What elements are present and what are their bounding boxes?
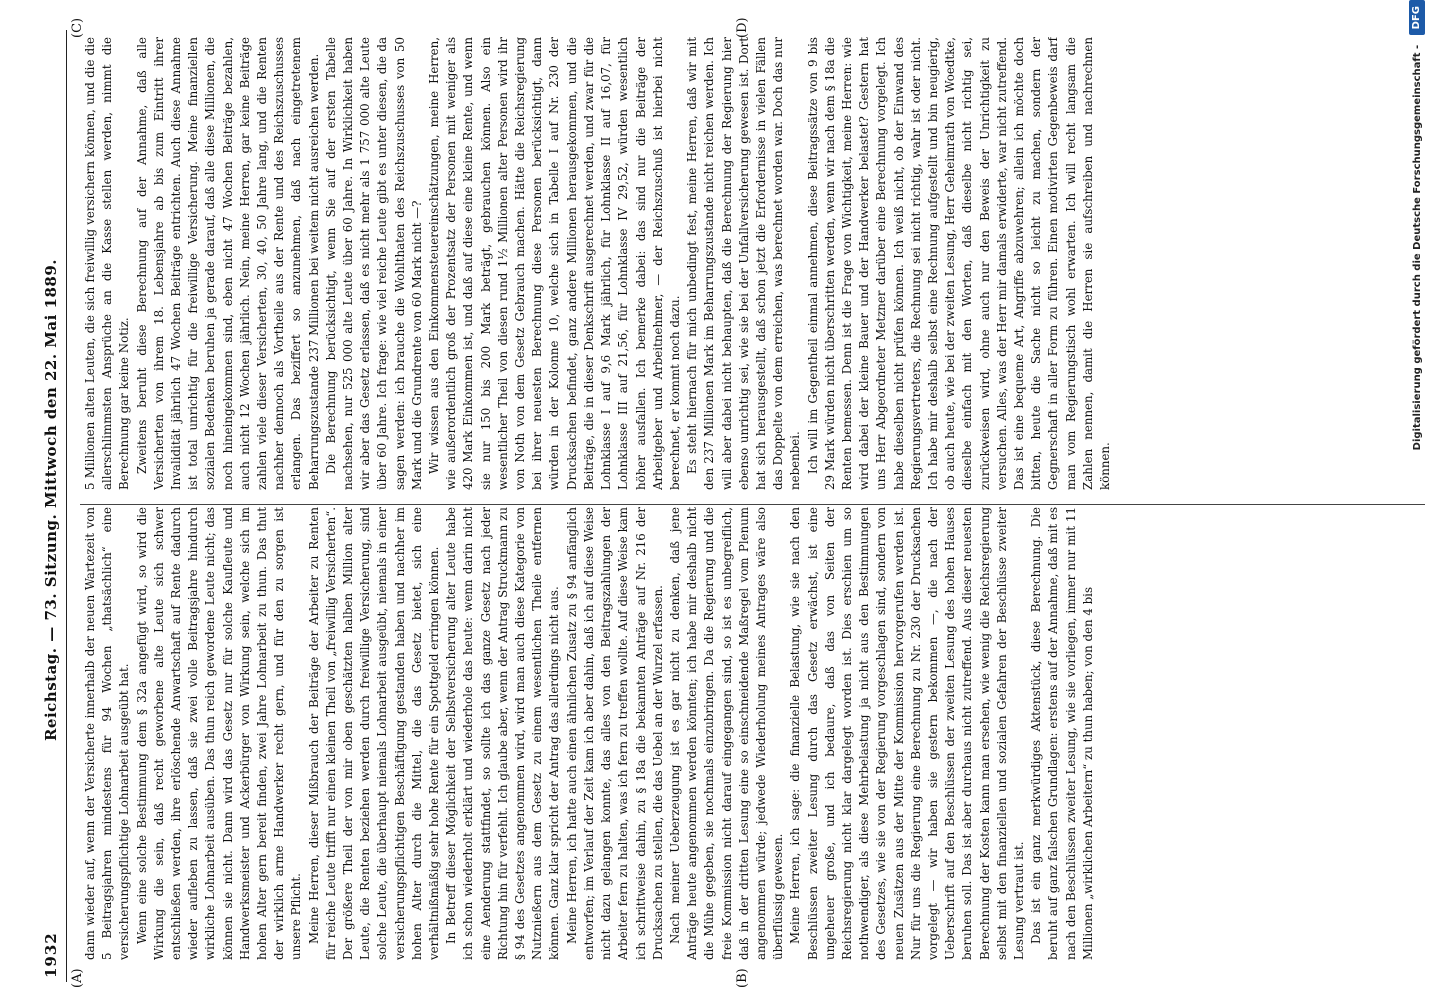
footer-credit-inner xyxy=(1407,0,1429,1000)
header-title: Reichstag. — 73. Sitzung. Mittwoch den 22. Mai 1889. xyxy=(42,258,60,742)
paragraph: Nach meiner Ueberzeugung ist es gar nicht zu denken, daß jene Anträge heute angenommen werden könnten; ich habe mir deshalb nicht die Mühe gegeben, sie nochmals einzubringen. Da die Regierung und die freie Kommission nicht darauf eingegangen sind, so ist es unbegreiflich, daß in der dritten Lesung eine so einschneidende Maßregel vom Plenum angenommen würde; jedwede Wiederholung meines Antrages wäre also überflüssig gewesen. xyxy=(667,507,786,960)
footer-credit-text: Digitalisierung gefördert durch die Deutsche Forschungsgemeinschaft - xyxy=(1412,44,1423,451)
paragraph: Meine Herren, ich sage: die finanzielle Belastung, wie sie nach den Beschlüssen zweiter Lesung durch das Gesetz erwächst, ist eine ungeheuer große, und ich bedaure, daß das von Seiten der Reichsregierung nicht klar dargelegt worden ist. Dies erschien um so nothwendiger, als diese Mehrbelastung ja nicht aus den Bestimmungen des Gesetzes, wie sie von der Regierung vorgeschlagen sind, sondern von neuen Zusätzen aus der Mitte der Kommission hervorgerufen werden ist. Nur für uns die Regierung eine Berechnung zu Nr. 230 der Drucksachen vorgelegt — wir haben sie gestern bekommen —, die nach der Ueberschrift auf den Beschlüssen der zweiten Lesung des hohen Hauses beruhen soll. Das ist aber durchaus nicht zutreffend. Aus dieser neuesten Berechnung der Kosten kann man ersehen, wie wenig die Reichsregierung selbst mit den finanziellen und sozialen Gefahren der Beschlüsse zweiter Lesung vertraut ist. xyxy=(788,507,1026,960)
footer-credit xyxy=(1407,0,1429,1000)
dfg-logo: DFG xyxy=(1409,0,1425,35)
paragraph: Es steht hiernach für mich unbedingt fest, meine Herren, daß wir mit den 237 Millionen Mark im Beharrungszustande nicht reichen werden. Ich will aber dabei nicht behaupten, daß die Berechnung der Regierung hier ebenso unrichtig sei, wie sie bei der Unfallversicherung gewesen ist. Dort hat sich herausgestellt, daß schon jetzt die Erfordernisse in vielen Fällen das Doppelte von dem erreichen, was berechnet worden war. Doch das nur nebenbei. xyxy=(685,37,803,490)
paragraph: 5 Millionen alten Leuten, die sich freiwillig versichern können, und die die allerschlimmsten Ansprüche an die Kasse stellen werden, nimmt die Berechnung gar keine Notiz. xyxy=(83,37,132,490)
paragraph: Die Berechnung berücksichtigt, wenn Sie auf der ersten Tabelle nachsehen, nur 525 000 alte Leute über 60 Jahre. In Wirklichkeit haben wir aber das Gesetz erlassen, daß es nicht mehr als 1 757 000 alte Leute über 60 Jahre. Ich frage: wie viel reiche Leute gibt es unter diesen, die da sagen werden: ich brauche die Wohlthaten des Reichszuschusses von 50 Mark und die Grundrente von 60 Mark nicht —? xyxy=(323,37,424,490)
paragraph: Das ist ein ganz merkwürdiges Aktenstück, diese Berechnung. Die beruht auf ganz falschen Grundlagen: erstens auf der Annahme, daß mit es nach den Beschlüssen zweiter Lesung, wie sie vorliegen, immer nur mit 11 Millionen „wirklichen Arbeitern“ zu thun haben; von den 4 bis xyxy=(1029,507,1095,960)
margin-marker-b: (B) xyxy=(735,968,750,988)
margin-marker-d: (D) xyxy=(735,17,750,38)
page-header xyxy=(42,0,68,1000)
column-divider xyxy=(80,504,1425,505)
paragraph: dann wieder auf, wenn der Versicherte innerhalb der neuen Wartezeit von 5 Beitragsjahren mindestens für 94 Wochen „thatsächlich“ eine versicherungspflichtige Lohnarbeit ausgeübt hat. xyxy=(83,507,132,960)
column-right xyxy=(82,37,1427,490)
paragraph: Meine Herren, dieser Mißbrauch der Beiträge der Arbeiter zu Renten für reiche Leute trifft nur einen kleinen Theil von „freiwillig Versicherten“. Der größere Theil der von mir oben geschätzten halben Million alter Leute, die Renten beziehen werden durch freiwillige Versicherung, sind solche Leute, die überhaupt niemals Lohnarbeit ausgeübt, niemals in einer versicherungspflichtigen Beschäftigung gestanden haben und nachher im hohen Alter durch die Mittel, die das Gesetz bietet, sich eine verhältnißmäßig sehr hohe Rente für ein Spottgeld erringen können. xyxy=(306,507,442,960)
page-number: 1932 xyxy=(42,932,60,978)
paragraph: Meine Herren, ich hatte auch einen ähnlichen Zusatz zu § 94 anfänglich entworfen; im Verlauf der Zeit kam ich aber dahin, daß ich auf diese Weise nicht dazu gelangen konnte, das alles von den Beitragszahlungen der Arbeiter fern zu halten, was ich fern zu treffen wollte. Auf diese Weise kam ich schrittweise dahin, zu § 18a die bekannten Anträge auf Nr. 216 der Drucksachen zu stellen, die das Uebel an der Wurzel erfassen. xyxy=(564,507,665,960)
paragraph: In Betreff dieser Möglichkeit der Selbstversicherung alter Leute habe ich schon wiederholt erklärt und wiederhole das heute: wenn darin nicht eine Aenderung stattfindet, so sollte ich das ganze Gesetz nach jeder Richtung hin für verfehlt. Ich glaube aber, wenn der Antrag Struckmann zu § 94 des Gesetzes angenommen wird, wird man auch diese Kategorie von Nutznießern aus dem Gesetz zu einem wesentlichen Theile entfernen können. Ganz klar spricht der Antrag das allerdings nicht aus. xyxy=(444,507,562,960)
paragraph: Ich will im Gegentheil einmal annehmen, diese Beitragssätze von 9 bis 29 Mark würden nicht überschritten werden, wenn wir nach dem § 18a die Renten bemessen. Denn ist die Frage von Wichtigkeit, meine Herren: wie wird dabei der kleine Bauer und der Handwerker belastet? Gestern hat uns Herr Abgeordneter Metzner darüber eine Berechnung vorgelegt. Ich habe dieselben nicht prüfen können. Ich weiß nicht, ob der Einwand des Regierungsvertreters, die Rechnung sei nicht richtig, wahr ist oder nicht. Ich habe mir deshalb selbst eine Rechnung aufgestellt und bin neugierig, ob auch heute, wie bei der zweiten Lesung, Herr Geheimrath von Woedtke, dieselbe einfach mit den Worten, daß dieselbe nicht richtig sei, zurückweisen wird, ohne auch nur den Beweis der Unrichtigkeit zu versuchen. Alles, was der Herr mir damals erwiderte, war nicht zutreffend. Das ist eine bequeme Art, Angriffe abzuwehren; allein ich möchte doch bitten, heute die Sache nicht so leicht zu machen, sondern der Gegnerschaft in aller Form zu führen. Einen motivirten Gegenbeweis darf man vom Regierungstisch wohl erwarten. Ich will recht langsam die Zahlen nennen, damit die Herren sie aufschreiben und nachrechnen können. xyxy=(805,37,1112,490)
column-left xyxy=(82,507,1427,960)
paragraph: Wenn eine solche Bestimmung dem § 32a angefügt wird, so wird die Wirkung die sein, daß recht geworbene alte Leute sich schwer entschließen werden, ihre erlöschende Anwartschaft auf Rente dadurch wieder aufleben zu lassen, daß sie zwei volle Beitragsjahre hindurch wirkliche Lohnarbeit ausüben. Das thun reich gewordene Leute nicht; das können sie nicht. Dann wird das Gesetz nur für solche Kaufleute und Handwerksmeister und Ackerbürger von Wirkung sein, welche sich im hohen Alter gern bereit finden, zwei Jahre Lohnarbeit zu thun. Das thut der wirklich arme Handwerker recht gern, und für den zu sorgen ist unsere Pflicht. xyxy=(134,507,304,960)
paragraph: Zweitens beruht diese Berechnung auf der Annahme, daß alle Versicherten von ihrem 18. Lebensjahre ab bis zum Eintritt ihrer Invalidität jährlich 47 Wochen Beiträge entrichten. Auch diese Annahme ist total unrichtig für die freiwillige Versicherung. Meine finanziellen sozialen Bedenken beruhen ja gerade darauf, daß alle diese Millionen, die noch hineingekommen sind, eben nicht 47 Wochen Beiträge bezahlen, auch nicht 12 Wochen jährlich. Nein, meine Herren, gar keine Beiträge zahlen viele dieser Versicherten, 30, 40, 50 Jahre lang, und die Renten nachher dennoch als Vortheile aus der Rente und des Reichszuschusses erlangen. Das beziffert so anzunehmen, daß nach eingetretenem Beharrungszustande 237 Millionen bei weitem nicht ausreichen werden. xyxy=(134,37,321,490)
header-rule xyxy=(66,30,67,982)
margin-marker-a: (A) xyxy=(70,968,85,988)
margin-marker-c: (C) xyxy=(70,17,85,38)
paragraph: Wir wissen aus den Einkommensteuereinschätzungen, meine Herren, wie außerordentlich groß der Prozentsatz der Personen mit weniger als 420 Mark Einkommen ist, und daß auf diese eine kleine Rente, und wenn sie nur 150 bis 200 Mark beträgt, gebrauchen können. Also ein wesentlicher Theil von diesen rund 1½ Millionen alter Personen wird ihr von Noth von dem Gesetz Gebrauch machen. Hätte die Reichsregierung bei ihrer neuesten Berechnung diese Personen berücksichtigt, dann würden in der Kolonne 10, welche sich in Tabelle I auf Nr. 230 der Drucksachen befindet, ganz andere Millionen herausgekommen, und die Beiträge, die in dieser Denkschrift ausgerechnet werden, und zwar für die Lohnklasse I auf 9,6 Mark jährlich, für Lohnklasse II auf 16,07, für Lohnklasse III auf 21,56, für Lohnklasse IV 29,52, würden wesentlich höher ausfallen. Ich bemerke dabei: das sind nur die Beiträge der Arbeitgeber und Arbeitnehmer, — der Reichszuschuß ist hierbei nicht berechnet, er kommt noch dazu. xyxy=(427,37,682,490)
